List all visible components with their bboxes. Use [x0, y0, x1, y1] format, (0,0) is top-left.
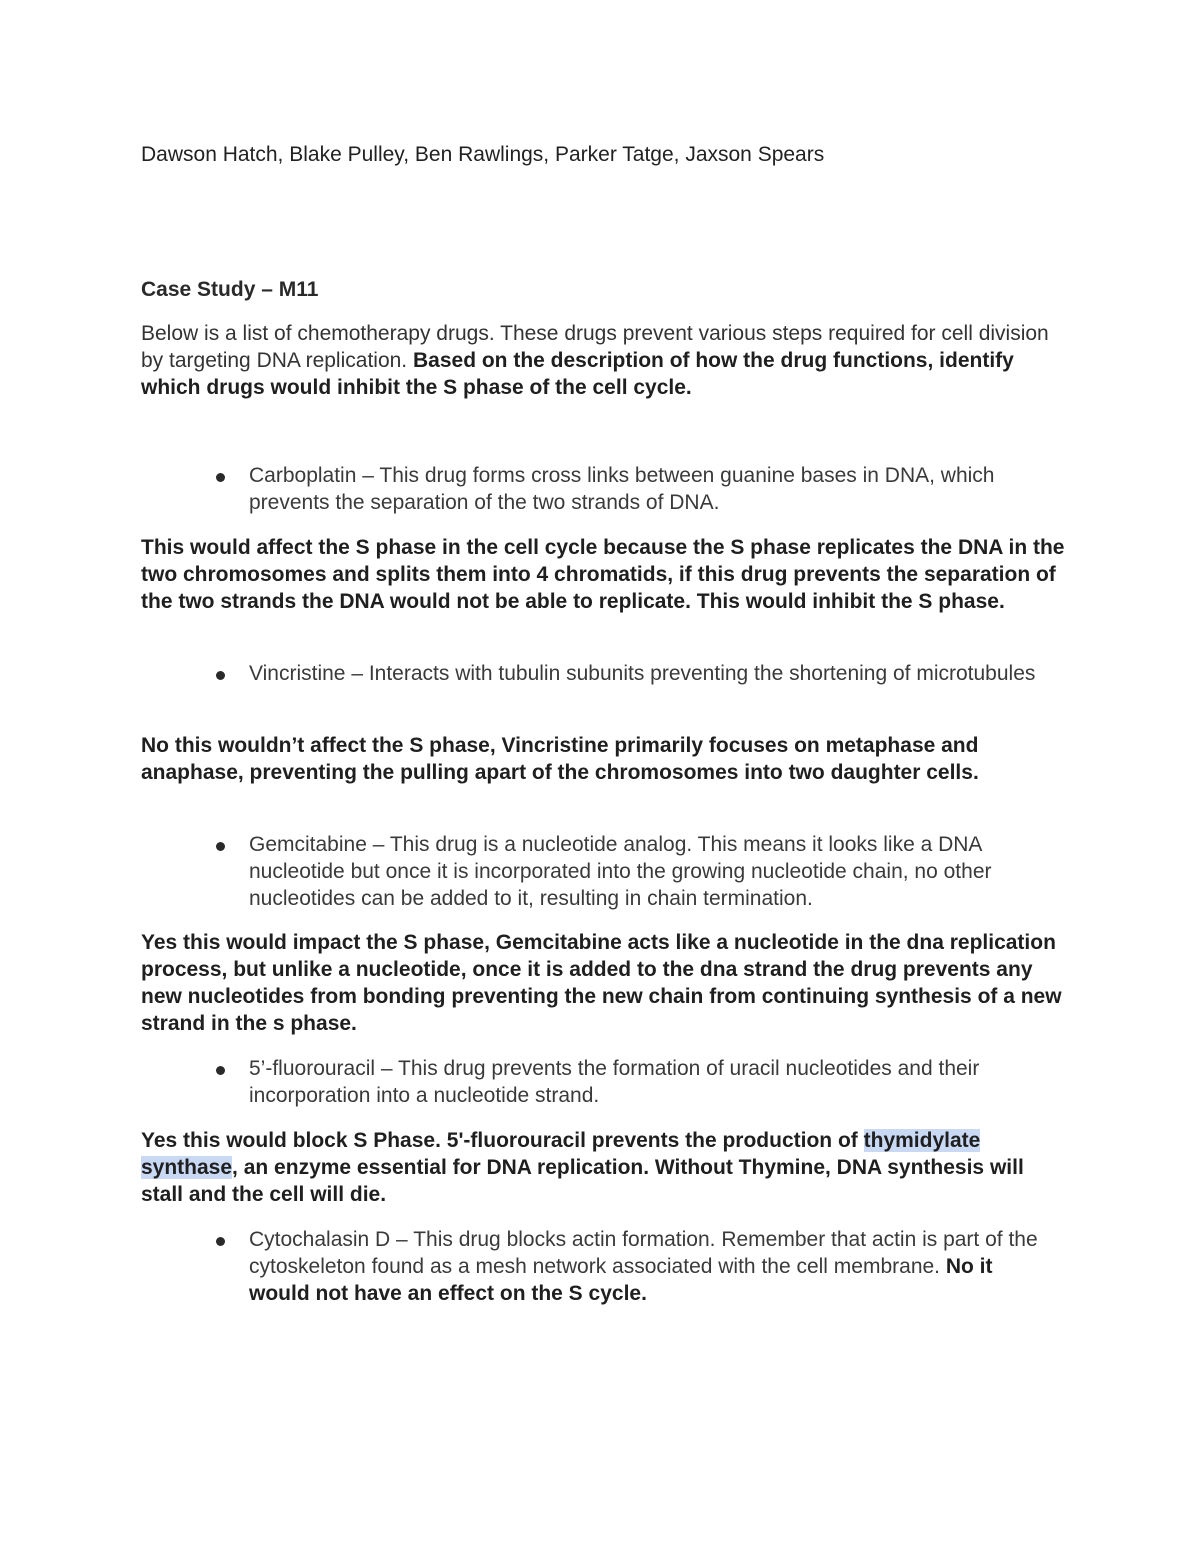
answer-fluorouracil	[141, 1127, 1071, 1208]
answer-text-pre: Yes this would block S Phase. 5'-fluorouracil prevents the production of	[141, 1129, 864, 1152]
drug-item-gemcitabine	[249, 831, 1049, 912]
document-title: Case Study – M11	[141, 278, 319, 301]
bullet-icon	[216, 1237, 225, 1246]
intro-paragraph	[141, 320, 1066, 401]
drug-description: Carboplatin – This drug forms cross links between guanine bases in DNA, which prevents the separation of the two strands of DNA.	[249, 464, 995, 514]
bullet-icon	[216, 671, 225, 680]
author-names: Dawson Hatch, Blake Pulley, Ben Rawlings, Parker Tatge, Jaxson Spears	[141, 143, 825, 166]
drug-item-fluorouracil	[249, 1055, 1049, 1109]
drug-description: Gemcitabine – This drug is a nucleotide analog. This means it looks like a DNA nucleotide but once it is incorporated into the growing nucleotide chain, no other nucleotides can be added to it, resulting in chain termination.	[249, 833, 992, 910]
answer-gemcitabine: Yes this would impact the S phase, Gemcitabine acts like a nucleotide in the dna replication process, but unlike a nucleotide, once it is added to the dna strand the drug prevents any new nucleotides from bonding preventing the new chain from continuing synthesis of a new strand in the s phase.	[141, 931, 1062, 1035]
answer-text-post: , an enzyme essential for DNA replication. Without Thymine, DNA synthesis will stall and the cell will die.	[141, 1156, 1024, 1206]
highlighted-text[interactable]: thymidylate synthase	[141, 1129, 981, 1179]
bullet-icon	[216, 842, 225, 851]
drug-item-vincristine	[249, 660, 1049, 687]
bullet-icon	[216, 473, 225, 482]
answer-carboplatin: This would affect the S phase in the cell cycle because the S phase replicates the DNA in the two chromosomes and splits them into 4 chromatids, if this drug prevents the separation of the two strands the DNA would not be able to replicate. This would inhibit the S phase.	[141, 536, 1065, 613]
drug-description: Vincristine – Interacts with tubulin subunits preventing the shortening of microtubules	[249, 662, 1036, 685]
intro-text: Below is a list of chemotherapy drugs. These drugs prevent various steps required for cell division by targeting DNA replication.	[141, 322, 1049, 372]
drug-answer-inline: No it would not have an effect on the S cycle.	[249, 1255, 993, 1305]
answer-vincristine: No this wouldn’t affect the S phase, Vincristine primarily focuses on metaphase and anaphase, preventing the pulling apart of the chromosomes into two daughter cells.	[141, 734, 979, 784]
drug-item-carboplatin	[249, 462, 1049, 516]
drug-description: Cytochalasin D – This drug blocks actin formation. Remember that actin is part of the cytoskeleton found as a mesh network associated with the cell membrane.	[249, 1228, 1038, 1278]
intro-question: Based on the description of how the drug functions, identify which drugs would inhibit the S phase of the cell cycle.	[141, 349, 1014, 399]
bullet-icon	[216, 1066, 225, 1075]
drug-item-cytochalasin	[249, 1226, 1049, 1307]
drug-description: 5’-fluorouracil – This drug prevents the formation of uracil nucleotides and their incorporation into a nucleotide strand.	[249, 1057, 980, 1107]
